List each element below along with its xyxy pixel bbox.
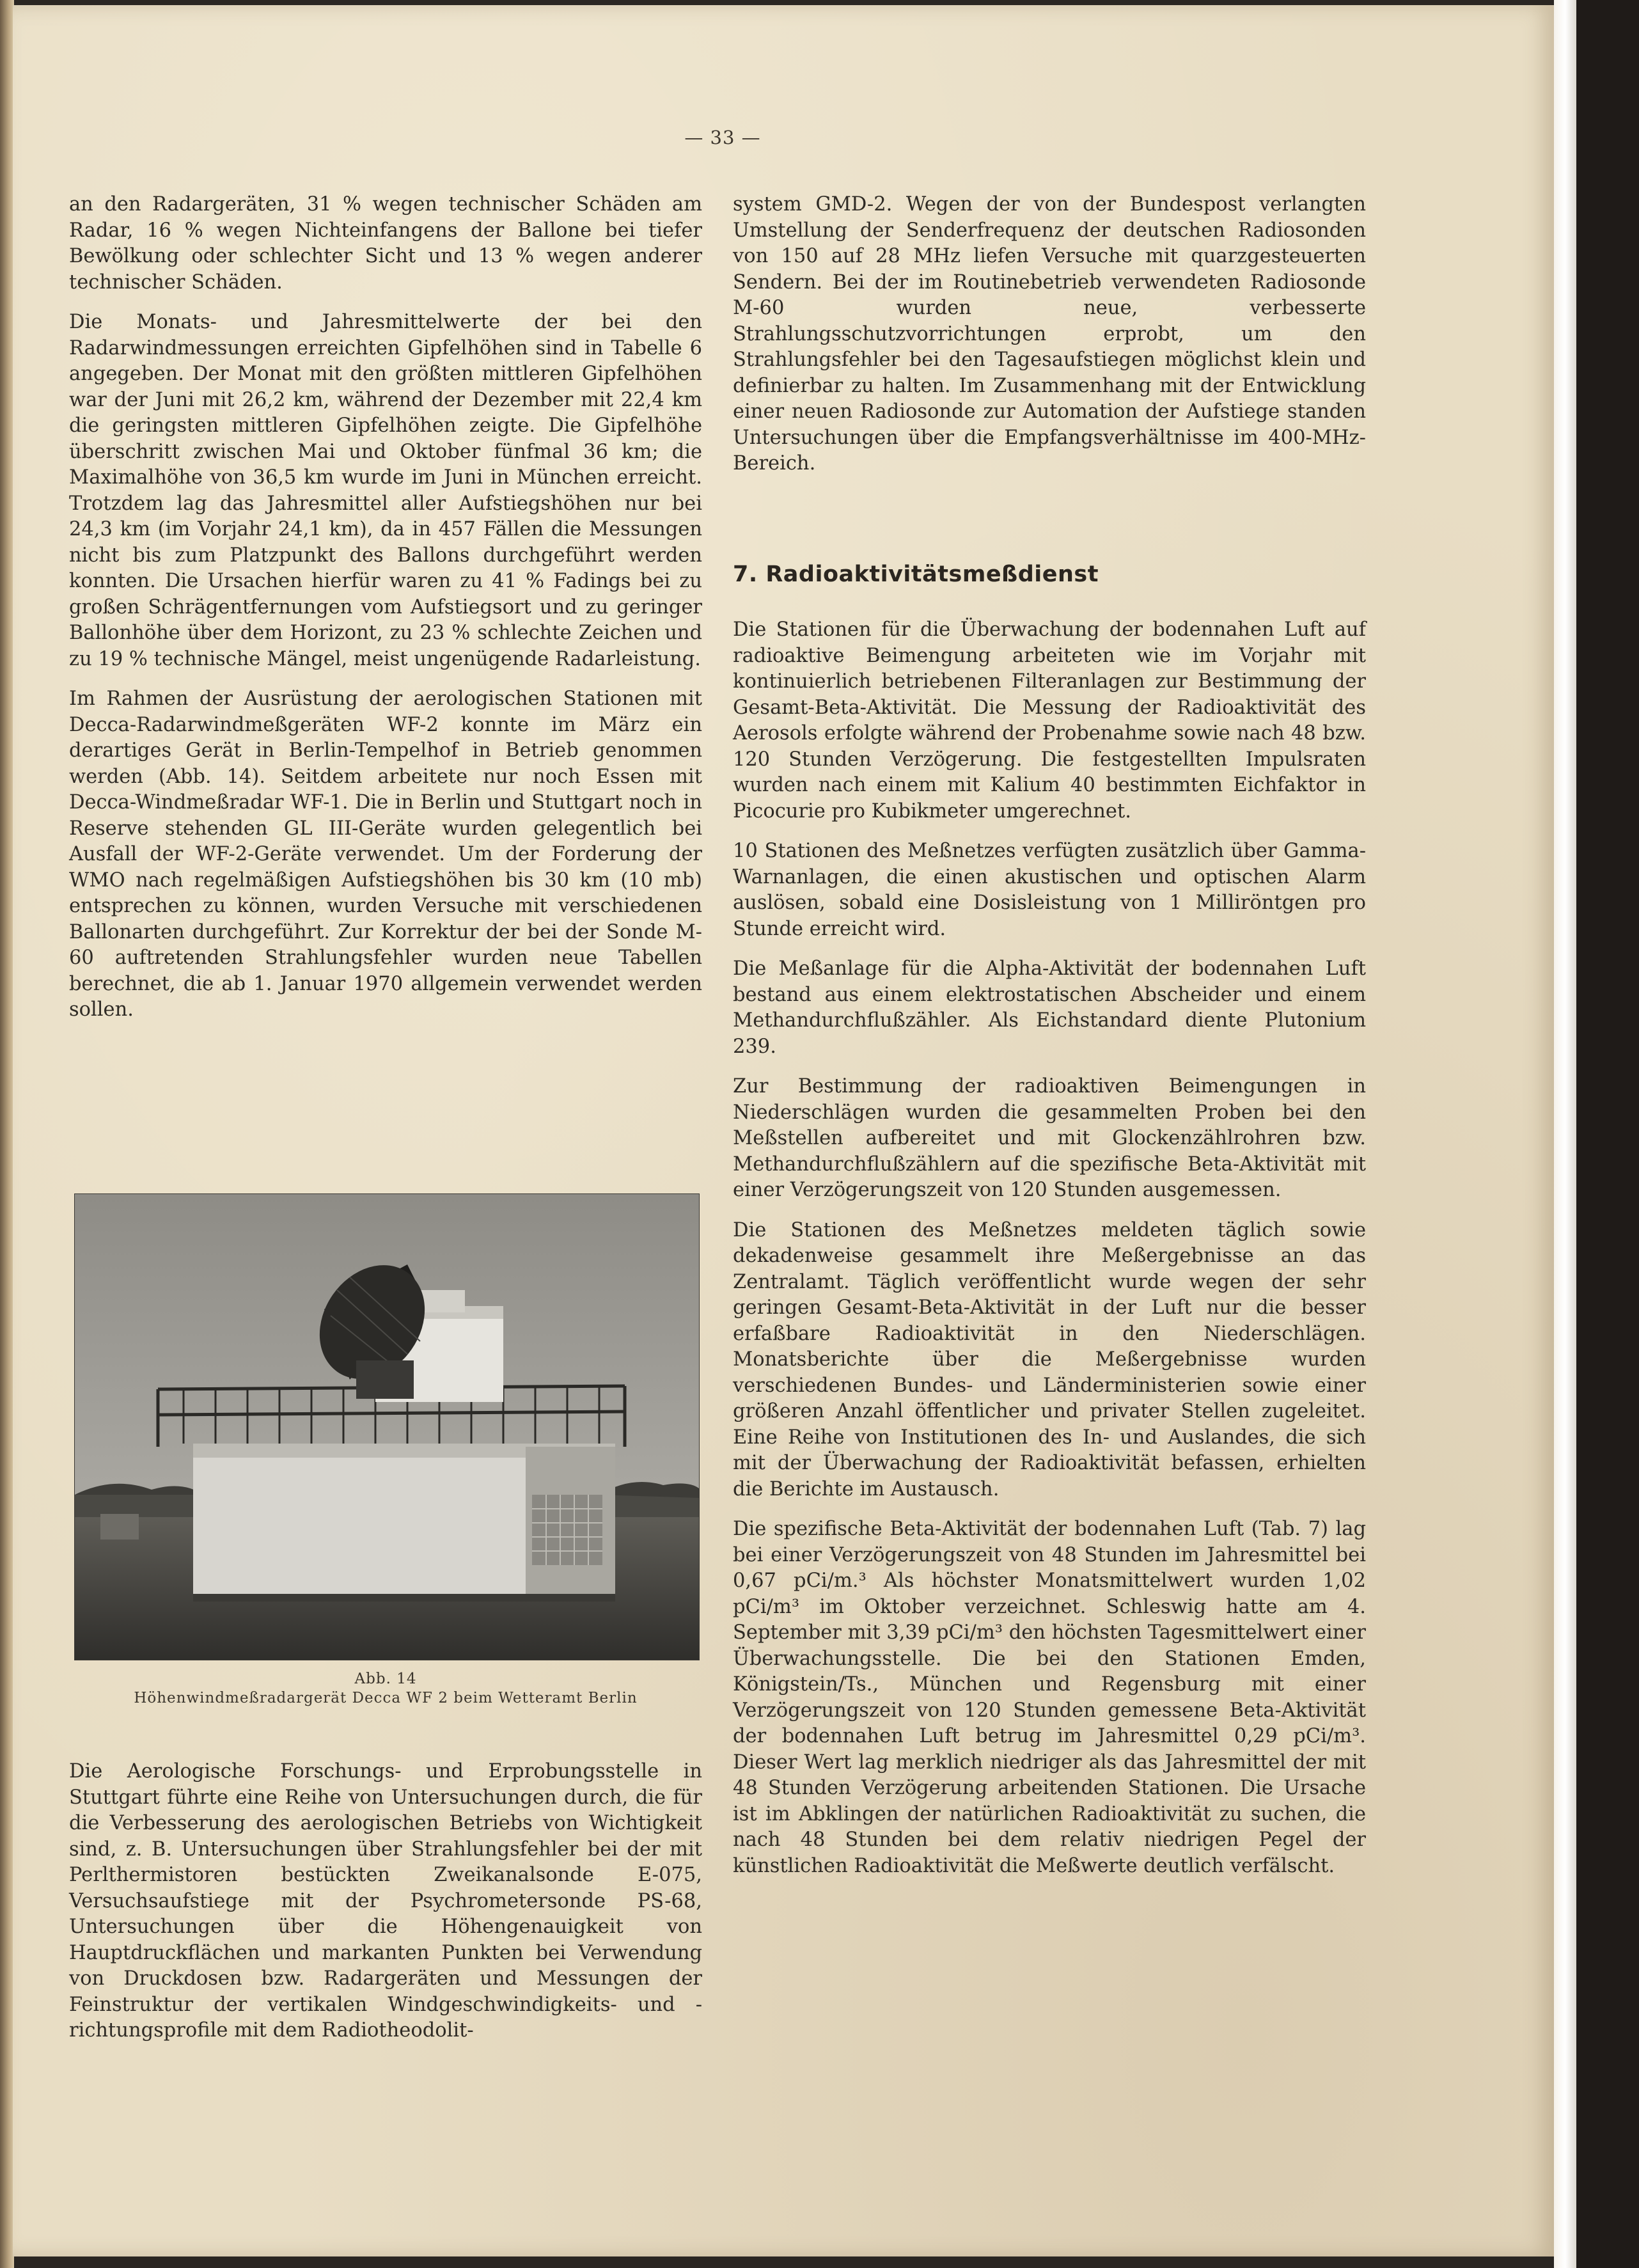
paragraph: Die Stationen des Meßnetzes meldeten täglich sowie dekadenweise gesammelt ihre Meßergebnisse an das Zentralamt. Täglich veröffentlicht wurde wegen der sehr geringen Gesamt-Beta-Aktivität in der Luft nur die besser erfaßbare Radioaktivität in den Niederschlägen. Monatsberichte über die Meßergebnisse wurden verschiedenen Bundes- und Länderministerien sowie einer größeren Anzahl öffentlicher und privater Stellen zugeleitet. Eine Reihe von Institutionen des In- und Auslandes, die sich mit der Überwachung der Radioaktivität befassen, erhielten die Berichte im Austausch. <box>733 1218 1366 1500</box>
paragraph: Die spezifische Beta-Aktivität der bodennahen Luft (Tab. 7) lag bei einer Verzögerungszeit von 48 Stunden im Jahresmittel bei 0,67 pCi/m.³ Als höchster Monatsmittelwert wurden 1,02 pCi/m³ im Oktober verzeichnet. Schleswig hatte am 4. September mit 3,39 pCi/m³ den höchsten Tagesmittelwert einer Überwachungsstelle. Die bei den Stationen Emden, Königstein/Ts., München und Regensburg mit einer Verzögerungszeit von 120 Stunden gemessene Beta-Aktivität der bodennahen Luft betrug im Jahresmittel 0,29 pCi/m³. Dieser Wert lag merklich niedriger als das Jahresmittel der mit 48 Stunden Verzögerung arbeitenden Stationen. Die Ursache ist im Abklingen der natürlichen Radioaktivität zu suchen, die nach 48 Stunden bei dem relativ niedrigen Pegel der künstlichen Radioaktivität die Meßwerte deutlich verfälscht. <box>733 1518 1366 1877</box>
section-heading: 7. Radioaktivitätsmeßdienst <box>733 562 1099 587</box>
left-column-bottom <box>69 1759 702 2058</box>
left-column-top <box>69 192 702 1037</box>
page-number: — 33 — <box>684 127 761 148</box>
paragraph: Die Meßanlage für die Alpha-Aktivität der bodennahen Luft bestand aus einem elektrostatischen Abscheider und einem Methandurchflußzähler. Als Eichstandard diente Plutonium 239. <box>733 957 1366 1058</box>
scan-background <box>1576 0 1639 2268</box>
paragraph: system GMD-2. Wegen der von der Bundespost verlangten Umstellung der Senderfrequenz der deutschen Radiosonden von 150 auf 28 MHz liefen Versuche mit quarzgesteuerten Sendern. Bei der im Routinebetrieb verwendeten Radiosonde M-60 wurden neue, verbesserte Strahlungsschutzvorrichtungen erprobt, um den Strahlungsfehler bei den Tagesaufstiegen möglichst klein und definierbar zu halten. Im Zusammenhang mit der Entwicklung einer neuen Radiosonde zur Automation der Aufstiege standen Untersuchungen über die Empfangsverhältnisse im 400-MHz-Bereich. <box>733 193 1366 475</box>
radar-building-photo <box>75 1194 699 1660</box>
page-edge-strip <box>1554 0 1576 2268</box>
figure-photo <box>74 1193 700 1660</box>
figure-label: Abb. 14 <box>354 1671 417 1687</box>
paragraph: Die Stationen für die Überwachung der bodennahen Luft auf radioaktive Beimengung arbeiteten wie im Vorjahr mit kontinuierlich betriebenen Filteranlagen zur Bestimmung der Gesamt-Beta-Aktivität. Die Messung der Radioaktivität des Aerosols erfolgte während der Probenahme sowie nach 48 bzw. 120 Stunden Verzögerung. Die festgestellten Impulsraten wurden nach einem mit Kalium 40 bestimmten Eichfaktor in Picocurie pro Kubikmeter umgerechnet. <box>733 618 1366 823</box>
paragraph: 10 Stationen des Meßnetzes verfügten zusätzlich über Gamma-Warnanlagen, die einen akustischen und optischen Alarm auslösen, sobald eine Dosisleistung von 1 Milliröntgen pro Stunde erreicht wird. <box>733 840 1366 940</box>
figure-caption <box>69 1669 702 1708</box>
paragraph: Die Monats- und Jahresmittelwerte der bei den Radarwindmessungen erreichten Gipfelhöhen sind in Tabelle 6 angegeben. Der Monat mit den größten mittleren Gipfelhöhen war der Juni mit 26,2 km, während der Dezember mit 22,4 km die geringsten mittleren Gipfelhöhen zeigte. Die Gipfelhöhe überschritt zwischen Mai und Oktober fünfmal 36 km; die Maximalhöhe von 36,5 km wurde im Juni in München erreicht. Trotzdem lag das Jahresmittel aller Aufstiegshöhen nur bei 24,3 km (im Vorjahr 24,1 km), da in 457 Fällen die Messungen nicht bis zum Platzpunkt des Ballons durchgeführt werden konnten. Die Ursachen hierfür waren zu 41 % Fadings bei zu großen Schrägentfernungen vom Aufstiegsort und zu geringer Ballonhöhe über dem Horizont, zu 23 % schlechte Zeichen und zu 19 % technische Mängel, meist ungenügende Radarleistung. <box>69 311 702 670</box>
paragraph: an den Radargeräten, 31 % wegen technischer Schäden am Radar, 16 % wegen Nichteinfangens der Ballone bei tiefer Bewölkung oder schlechter Sicht und 13 % wegen anderer technischer Schäden. <box>69 193 702 294</box>
right-column-top <box>733 192 1366 491</box>
paragraph: Zur Bestimmung der radioaktiven Beimengungen in Niederschlägen wurden die gesammelten Proben bei den Meßstellen aufbereitet und mit Glockenzählrohren bzw. Methandurchflußzählern auf die spezifische Beta-Aktivität mit einer Verzögerungszeit von 120 Stunden ausgemessen. <box>733 1075 1366 1201</box>
paragraph: Im Rahmen der Ausrüstung der aerologischen Stationen mit Decca-Radarwindmeßgeräten WF-2 konnte im März ein derartiges Gerät in Berlin-Tempelhof in Betrieb genommen werden (Abb. 14). Seitdem arbeitete nur noch Essen mit Decca-Windmeßradar WF-1. Die in Berlin und Stuttgart noch in Reserve stehenden GL III-Geräte wurden gelegentlich bei Ausfall der WF-2-Geräte verwendet. Um der Forderung der WMO nach regelmäßigen Aufstiegshöhen bis 30 km (10 mb) entsprechen zu können, wurden Versuche mit verschiedenen Ballonarten durchgeführt. Zur Korrektur der bei der Sonde M-60 auftretenden Strahlungsfehler wurden neue Tabellen berechnet, die ab 1. Januar 1970 allgemein verwendet werden sollen. <box>69 688 702 1021</box>
paragraph: Die Aerologische Forschungs- und Erprobungsstelle in Stuttgart führte eine Reihe von Untersuchungen durch, die für die Verbesserung des aerologischen Betriebs von Wichtigkeit sind, z. B. Untersuchungen über Strahlungsfehler bei der mit Perlthermistoren bestückten Zweikanalsonde E-075, Versuchsaufstiege mit der Psychrometersonde PS-68, Untersuchungen über die Höhengenauigkeit von Hauptdruckflächen und markanten Punkten bei Verwendung von Druckdosen bzw. Radargeräten und Messungen der Feinstruktur der vertikalen Windgeschwindigkeits- und -richtungsprofile mit dem Radiotheodolit- <box>69 1760 702 2042</box>
figure-caption-text: Höhenwindmeßradargerät Decca WF 2 beim Wetteramt Berlin <box>134 1690 638 1706</box>
book-binding-edge <box>0 0 14 2268</box>
right-column-section <box>733 617 1366 1893</box>
